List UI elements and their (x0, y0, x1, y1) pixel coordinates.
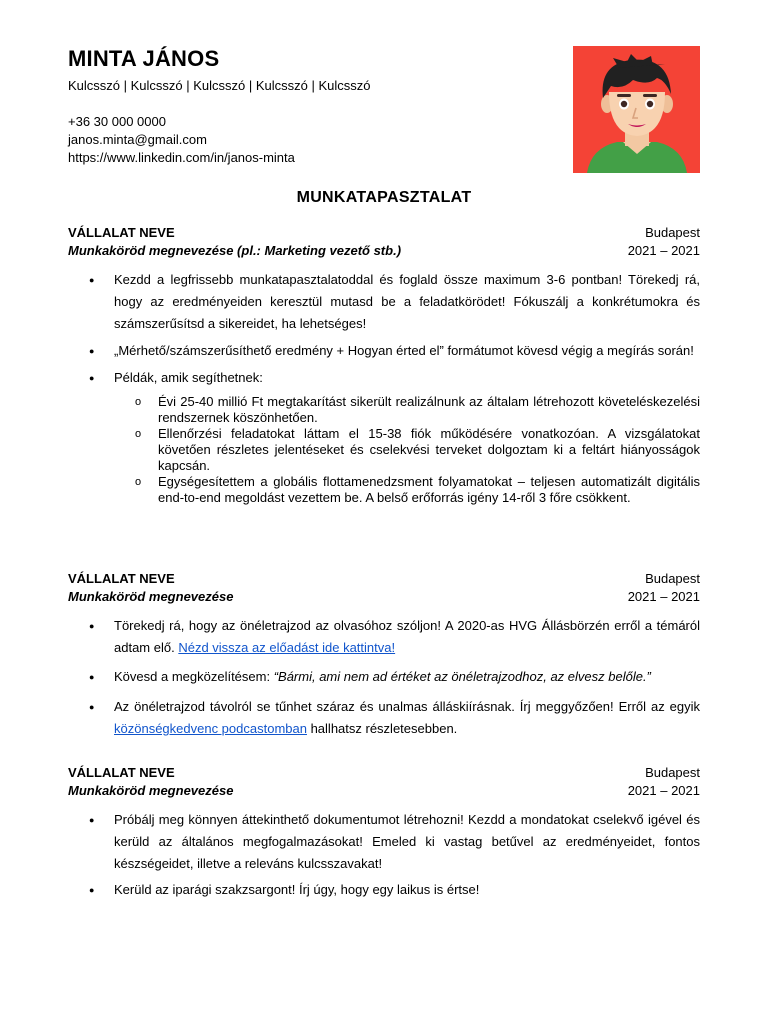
job-subheader (68, 782, 700, 800)
job-subheader (68, 588, 700, 606)
bullet-item: ● Kezdd a legfrissebb munkatapasztalatoddal és foglald össze maximum 3-6 pontban! Törekedj rá, hogy az eredményeiden keresztül mutasd be a feladatkörödet! Fókuszálj a konkrétumokra és számszerűsítsd a sikereidet, ha lehetséges! (68, 269, 700, 335)
job-bullets (68, 615, 700, 740)
person-name: MINTA JÁNOS (68, 46, 220, 71)
bullet-item (68, 696, 700, 740)
company-name: VÁLLALAT NEVE (68, 225, 175, 240)
sub-bullet-item: o Ellenőrzési feladatokat láttam el 15-38 fiók működésére vonatkozóan. A vizsgálatokat követően részletes jelentéseket és cselekvési terveket dolgoztam ki a feltárt hiányosságok kapcsán. (68, 426, 700, 474)
bullet-text: Példák, amik segíthetnek: (114, 370, 263, 385)
bullet-text: Kövesd a megközelítésem: (114, 669, 274, 684)
job-location: Budapest (645, 765, 700, 780)
bullet-item (68, 666, 700, 688)
linkedin-url: https://www.linkedin.com/in/janos-minta (68, 150, 295, 165)
job-entry (68, 764, 700, 901)
sub-bullet-item: o Egységesítettem a globális flottamenedzsment folyamatokat – teljesen automatizált digitális end-to-end megoldást vezettem be. A belső erőforrás igény 14-ről 3 főre csökkent. (68, 474, 700, 506)
bullet-text: Az önéletrajzod távolról se tűnhet száraz és unalmas álláskiírásnak. Írj meggyőzően! Erről az egyik (114, 699, 700, 714)
podcast-link[interactable]: közönségkedvenc podcastomban (114, 721, 307, 736)
job-header (68, 570, 700, 588)
email-address: janos.minta@gmail.com (68, 132, 207, 147)
job-dates: 2021 – 2021 (627, 783, 700, 798)
contact-block (68, 113, 700, 167)
bullet-text-after: hallhatsz részletesebben. (306, 721, 458, 736)
job-dates: 2021 – 2021 (627, 243, 700, 258)
job-subheader (68, 242, 700, 260)
bullet-item (68, 615, 700, 659)
job-entry (68, 224, 700, 506)
talk-video-link[interactable]: Nézd vissza az előadást ide kattintva! (178, 640, 396, 655)
job-bullets (68, 809, 700, 901)
job-header (68, 224, 700, 242)
quote-text: “Bármi, ami nem ad értéket az önéletrajzodhoz, az elvesz belőle.” (273, 669, 651, 684)
job-role: Munkaköröd megnevezése (68, 783, 234, 798)
phone-number: +36 30 000 0000 (68, 114, 166, 129)
bullet-item: ● Kerüld az iparági szakzsargont! Írj úgy, hogy egy laikus is értse! (68, 879, 700, 901)
job-dates: 2021 – 2021 (627, 589, 700, 604)
sub-bullet-item: o Évi 25-40 millió Ft megtakarítást sikerült realizálnunk az általam létrehozott követeléskezelési rendszernek köszönhetően. (68, 394, 700, 426)
keywords-line: Kulcsszó | Kulcsszó | Kulcsszó | Kulcsszó | Kulcsszó (68, 78, 371, 93)
bullet-item: ● Próbálj meg könnyen áttekinthető dokumentumot létrehozni! Kezdd a mondatokat cselekvő igével és kerüld az általános megfogalmazásokat! Emeled ki vastag betűvel az eredményeidet, fontos készségeidet, illetve a releváns kulcsszavakat! (68, 809, 700, 875)
job-role: Munkaköröd megnevezése (68, 589, 234, 604)
job-header (68, 764, 700, 782)
bullet-text: Törekedj rá, hogy az önéletrajzod az olvasóhoz szóljon! A 2020-as HVG Állásbörzén erről a témáról adtam elő. (114, 618, 700, 655)
resume-page (68, 46, 700, 167)
job-entry (68, 570, 700, 740)
job-role: Munkaköröd megnevezése (pl.: Marketing vezető stb.) (68, 243, 402, 258)
bullet-item: ● „Mérhető/számszerűsíthető eredmény + Hogyan érted el” formátumot kövesd végig a megírás során! (68, 340, 700, 362)
company-name: VÁLLALAT NEVE (68, 571, 175, 586)
section-title: MUNKATAPASZTALAT (296, 189, 472, 206)
sub-bullets (68, 394, 700, 506)
job-location: Budapest (645, 225, 700, 240)
company-name: VÁLLALAT NEVE (68, 765, 175, 780)
job-location: Budapest (645, 571, 700, 586)
bullet-item (68, 367, 700, 506)
job-bullets (68, 269, 700, 506)
